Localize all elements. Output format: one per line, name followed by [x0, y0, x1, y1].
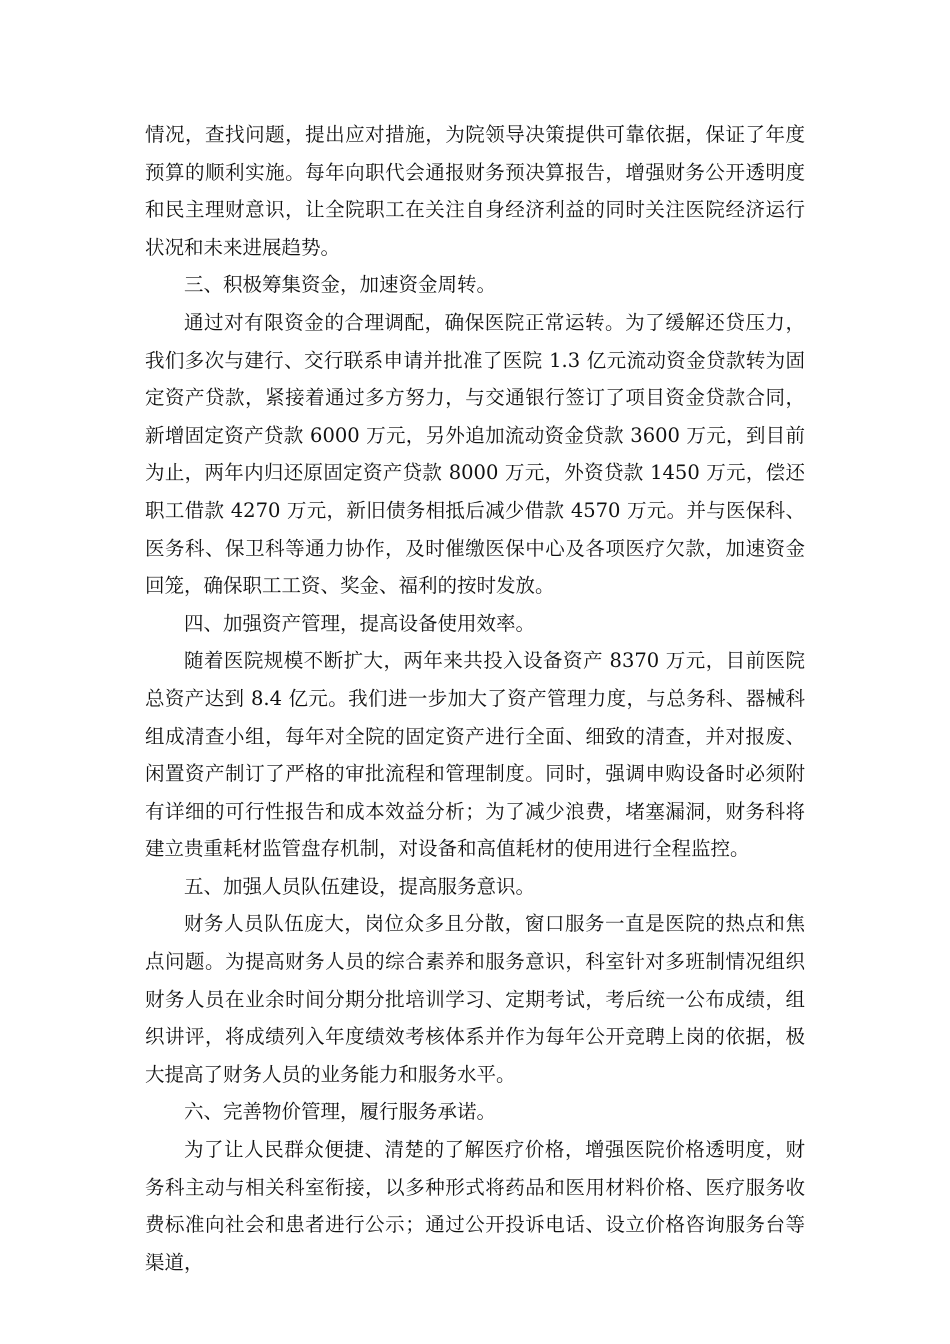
section-heading-pricing: 六、完善物价管理，履行服务承诺。: [184, 1100, 497, 1124]
section-heading-assets: 四、加强资产管理，提高设备使用效率。: [184, 611, 536, 635]
paragraph-staff: 财务人员队伍庞大，岗位众多且分散，窗口服务一直是医院的热点和焦点问题。为提高财务人员的综合素养和服务意识，科室针对多班制情况组织财务人员在业余时间分期分批培训学习、定期考试，考后统一公布成绩，组织讲评，将成绩列入年度绩效考核体系并作为每年公开竞聘上岗的依据，极大提高了财务人员的业务能力和服务水平。: [145, 912, 805, 1086]
paragraph-assets: 随着医院规模不断扩大，两年来共投入设备资产 8370 万元，目前医院总资产达到 8.4 亿元。我们进一步加大了资产管理力度，与总务科、器械科组成清查小组，每年对全院的固定资产进行全面、细致的清查，并对报废、闲置资产制订了严格的审批流程和管理制度。同时，强调申购设备时必须附有详细的可行性报告和成本效益分析；为了减少浪费，堵塞漏洞，财务科将建立贵重耗材监管盘存机制，对设备和高值耗材的使用进行全程监控。: [145, 649, 805, 861]
paragraph-budget-continuation: 情况，查找问题，提出应对措施，为院领导决策提供可靠依据，保证了年度预算的顺利实施。每年向职代会通报财务预决算报告，增强财务公开透明度和民主理财意识，让全院职工在关注自身经济利益的同时关注医院经济运行状况和未来进展趋势。: [145, 123, 805, 259]
document-page: [145, 116, 805, 1281]
section-heading-staff: 五、加强人员队伍建设，提高服务意识。: [184, 874, 536, 898]
paragraph-pricing: 为了让人民群众便捷、清楚的了解医疗价格，增强医院价格透明度，财务科主动与相关科室衔接，以多种形式将药品和医用材料价格、医疗服务收费标准向社会和患者进行公示；通过公开投诉电话、设立价格咨询服务台等渠道，: [145, 1138, 805, 1274]
section-heading-funds: 三、积极筹集资金，加速资金周转。: [184, 273, 497, 297]
paragraph-funds: 通过对有限资金的合理调配，确保医院正常运转。为了缓解还贷压力，我们多次与建行、交行联系申请并批准了医院 1.3 亿元流动资金贷款转为固定资产贷款，紧接着通过多方努力，与交通银行签订了项目资金贷款合同，新增固定资产贷款 6000 万元，另外追加流动资金贷款 3600 万元，到目前为止，两年内归还原固定资产贷款 8000 万元，外资贷款 1450 万元，偿还职工借款 4270 万元，新旧债务相抵后减少借款 4570 万元。并与医保科、医务科、保卫科等通力协作，及时催缴医保中心及各项医疗欠款，加速资金回笼，确保职工工资、奖金、福利的按时发放。: [145, 310, 805, 598]
